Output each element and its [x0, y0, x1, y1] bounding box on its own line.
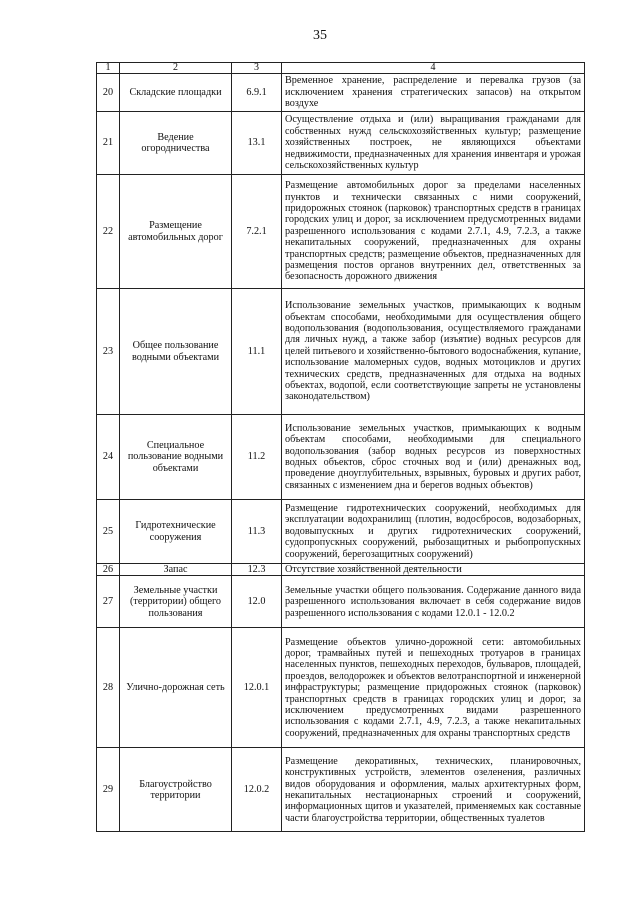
land-use-description: Отсутствие хозяйственной деятельности — [282, 564, 585, 576]
land-use-description: Земельные участки общего пользования. Содержание данного вида разрешенного использования включает в себя содержание видов разрешенного использования с кодами 12.0.1 - 12.0.2 — [282, 576, 585, 628]
land-use-name: Размещение автомобильных дорог — [120, 175, 232, 289]
header-cell-4: 4 — [282, 63, 585, 74]
land-use-description: Использование земельных участков, примыкающих к водным объектам способами, необходимыми для специального водопользования (забор водных ресурсов из поверхностных водных объектов, сброс сточных вод и (или) дренажных вод, проведение дноуглубительных, взрывных, буровых и других работ, связанных с изменением дна и берегов водных объектов) — [282, 415, 585, 500]
land-use-table — [96, 62, 585, 832]
land-use-name: Специальное пользование водными объектами — [120, 415, 232, 500]
land-use-description: Использование земельных участков, примыкающих к водным объектам способами, необходимыми для осуществления общего водопользования (водопользования, осуществляемого гражданами для личных нужд, а также забор (изъятие) водных ресурсов для целей питьевого и хозяйственно-бытового водоснабжения, купание, использование маломерных судов, водных мотоциклов и других технических средств, предназначенных для отдыха на водных объектах, водопой, если соответствующие запреты не установлены законодательством) — [282, 289, 585, 415]
header-cell-3: 3 — [232, 63, 282, 74]
land-use-code: 6.9.1 — [232, 74, 282, 112]
table-row — [97, 74, 585, 112]
land-use-code: 13.1 — [232, 112, 282, 175]
table-row — [97, 748, 585, 832]
land-use-code: 11.1 — [232, 289, 282, 415]
land-use-code: 12.3 — [232, 564, 282, 576]
table-row — [97, 564, 585, 576]
land-use-description: Размещение автомобильных дорог за пределами населенных пунктов и технически связанных с ними сооружений, придорожных стоянок (парковок) транспортных средств в границах городских улиц и дорог, за исключением предусмотренных видами разрешенного использования с кодами 2.7.1, 4.9, 7.2.3, а также некапитальных сооружений, предназначенных для охраны транспортных средств; размещение объектов, предназначенных для размещения постов органов внутренних дел, ответственных за безопасность дорожного движения — [282, 175, 585, 289]
row-number: 26 — [97, 564, 120, 576]
header-cell-2: 2 — [120, 63, 232, 74]
land-use-code: 12.0.1 — [232, 628, 282, 748]
land-use-name: Общее пользование водными объектами — [120, 289, 232, 415]
row-number: 29 — [97, 748, 120, 832]
row-number: 23 — [97, 289, 120, 415]
land-use-description: Временное хранение, распределение и перевалка грузов (за исключением хранения стратегических запасов) на открытом воздухе — [282, 74, 585, 112]
land-use-description: Осуществление отдыха и (или) выращивания гражданами для собственных нужд сельскохозяйственных культур; размещение хозяйственных построек, не являющихся объектами недвижимости, предназначенных для хранения инвентаря и урожая сельскохозяйственных культур — [282, 112, 585, 175]
land-use-name: Складские площадки — [120, 74, 232, 112]
row-number: 27 — [97, 576, 120, 628]
land-use-code: 11.3 — [232, 500, 282, 564]
table-row — [97, 576, 585, 628]
row-number: 25 — [97, 500, 120, 564]
land-use-code: 11.2 — [232, 415, 282, 500]
land-use-description: Размещение гидротехнических сооружений, необходимых для эксплуатации водохранилищ (плотин, водосбросов, водозаборных, водовыпускных и других гидротехнических сооружений, судопропускных сооружений, рыбозащитных и рыбопропускных сооружений, берегозащитных сооружений) — [282, 500, 585, 564]
land-use-name: Запас — [120, 564, 232, 576]
land-use-code: 12.0 — [232, 576, 282, 628]
land-use-name: Земельные участки (территории) общего пользования — [120, 576, 232, 628]
page-number: 35 — [313, 28, 327, 43]
header-cell-1: 1 — [97, 63, 120, 74]
row-number: 28 — [97, 628, 120, 748]
row-number: 22 — [97, 175, 120, 289]
table-header-row — [97, 63, 585, 74]
land-use-code: 7.2.1 — [232, 175, 282, 289]
table-row — [97, 500, 585, 564]
table-row — [97, 175, 585, 289]
land-use-name: Благоустройство территории — [120, 748, 232, 832]
land-use-description: Размещение объектов улично-дорожной сети: автомобильных дорог, трамвайных путей и пешеходных тротуаров в границах населенных пунктов, пешеходных переходов, бульваров, площадей, проездов, велодорожек и объектов велотранспортной и инженерной инфраструктуры; размещение придорожных стоянок (парковок) транспортных средств в границах городских улиц и дорог, за исключением предусмотренных видами разрешенного использования с кодами 2.7.1, 4.9, 7.2.3, а также некапитальных сооружений, предназначенных для охраны транспортных средств — [282, 628, 585, 748]
table-row — [97, 628, 585, 748]
row-number: 20 — [97, 74, 120, 112]
land-use-name: Улично-дорожная сеть — [120, 628, 232, 748]
table-row — [97, 289, 585, 415]
row-number: 21 — [97, 112, 120, 175]
land-use-code: 12.0.2 — [232, 748, 282, 832]
land-use-description: Размещение декоративных, технических, планировочных, конструктивных устройств, элементов озеленения, различных видов оборудования и оформления, малых архитектурных форм, некапитальных нестационарных строений и сооружений, информационных щитов и указателей, применяемых как составные части благоустройства территории, общественных туалетов — [282, 748, 585, 832]
table-row — [97, 112, 585, 175]
land-use-name: Гидротехнические сооружения — [120, 500, 232, 564]
table-row — [97, 415, 585, 500]
row-number: 24 — [97, 415, 120, 500]
land-use-name: Ведение огородничества — [120, 112, 232, 175]
